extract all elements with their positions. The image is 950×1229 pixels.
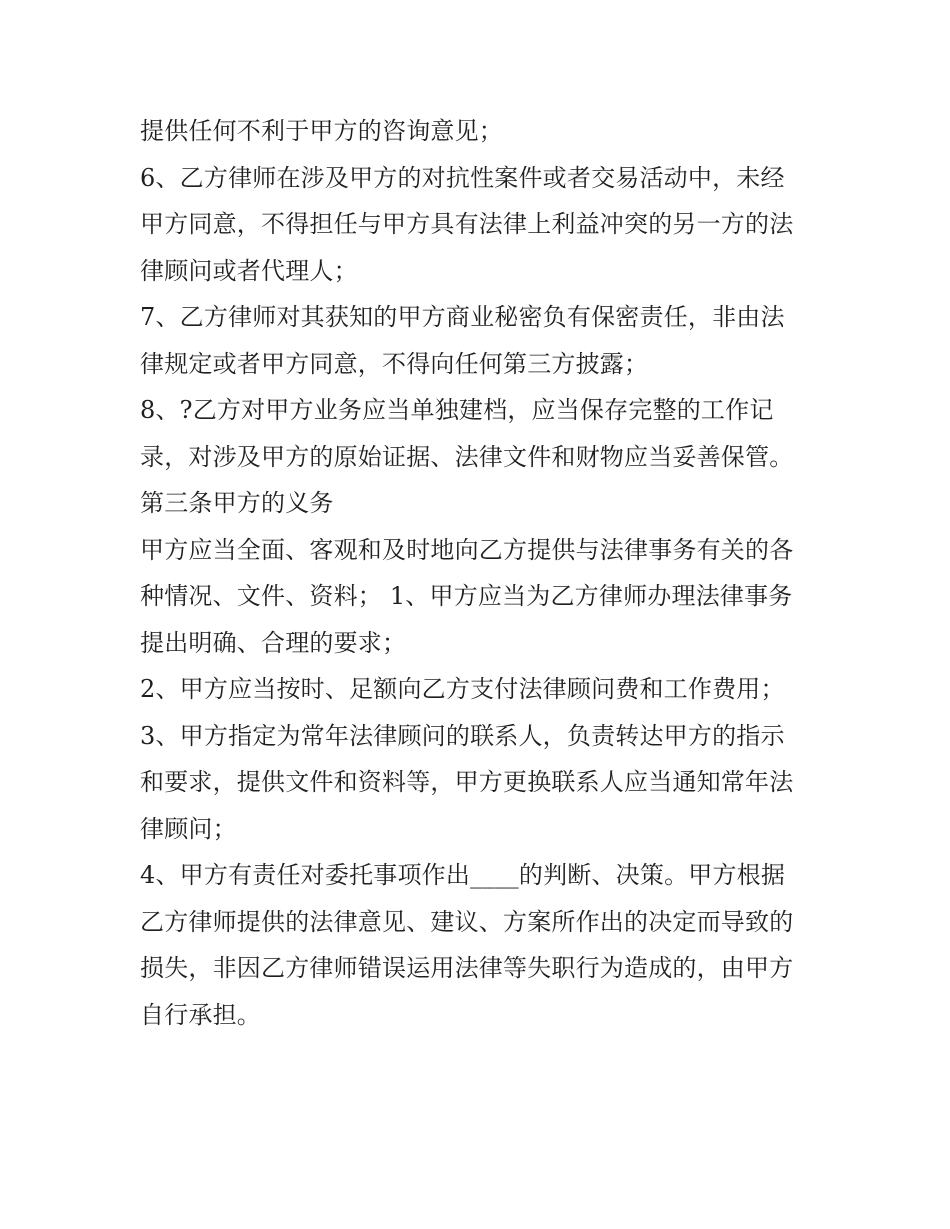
text-line: 3、甲方指定为常年法律顾问的联系人，负责转达甲方的指示: [140, 721, 785, 750]
text-line: 录，对涉及甲方的原始证据、法律文件和财物应当妥善保管。: [140, 442, 794, 471]
text-line: 提供任何不利于甲方的咨询意见；: [140, 117, 503, 145]
text-line: 种情况、文件、资料； 1、甲方应当为乙方律师办理法律事务: [140, 582, 793, 610]
document-body: [140, 108, 820, 1038]
text-line: 4、甲方有责任对委托事项作出____的判断、决策。甲方根据: [140, 861, 786, 889]
text-line: 律顾问；: [140, 814, 237, 843]
section-heading: 第三条甲方的义务: [140, 489, 334, 517]
text-line: 乙方律师提供的法律意见、建议、方案所作出的决定而导致的: [140, 907, 794, 936]
text-line: 甲方应当全面、客观和及时地向乙方提供与法律事务有关的各: [140, 535, 794, 564]
text-line: 和要求，提供文件和资料等，甲方更换联系人应当通知常年法: [140, 768, 794, 796]
text-line: 律顾问或者代理人；: [140, 256, 358, 285]
text-line: 8、?乙方对甲方业务应当单独建档，应当保存完整的工作记: [140, 396, 774, 424]
text-line: 7、乙方律师对其获知的甲方商业秘密负有保密责任，非由法: [140, 303, 785, 331]
text-line: 律规定或者甲方同意，不得向任何第三方披露；: [140, 349, 649, 378]
text-line: 6、乙方律师在涉及甲方的对抗性案件或者交易活动中，未经: [140, 163, 785, 192]
text-line: 甲方同意，不得担任与甲方具有法律上利益冲突的另一方的法: [140, 210, 794, 238]
text-line: 提出明确、合理的要求；: [140, 628, 407, 657]
text-line: 2、甲方应当按时、足额向乙方支付法律顾问费和工作费用；: [140, 675, 785, 703]
text-line: 损失，非因乙方律师错误运用法律等失职行为造成的，由甲方: [140, 954, 794, 982]
text-line: 自行承担。: [140, 1000, 261, 1029]
